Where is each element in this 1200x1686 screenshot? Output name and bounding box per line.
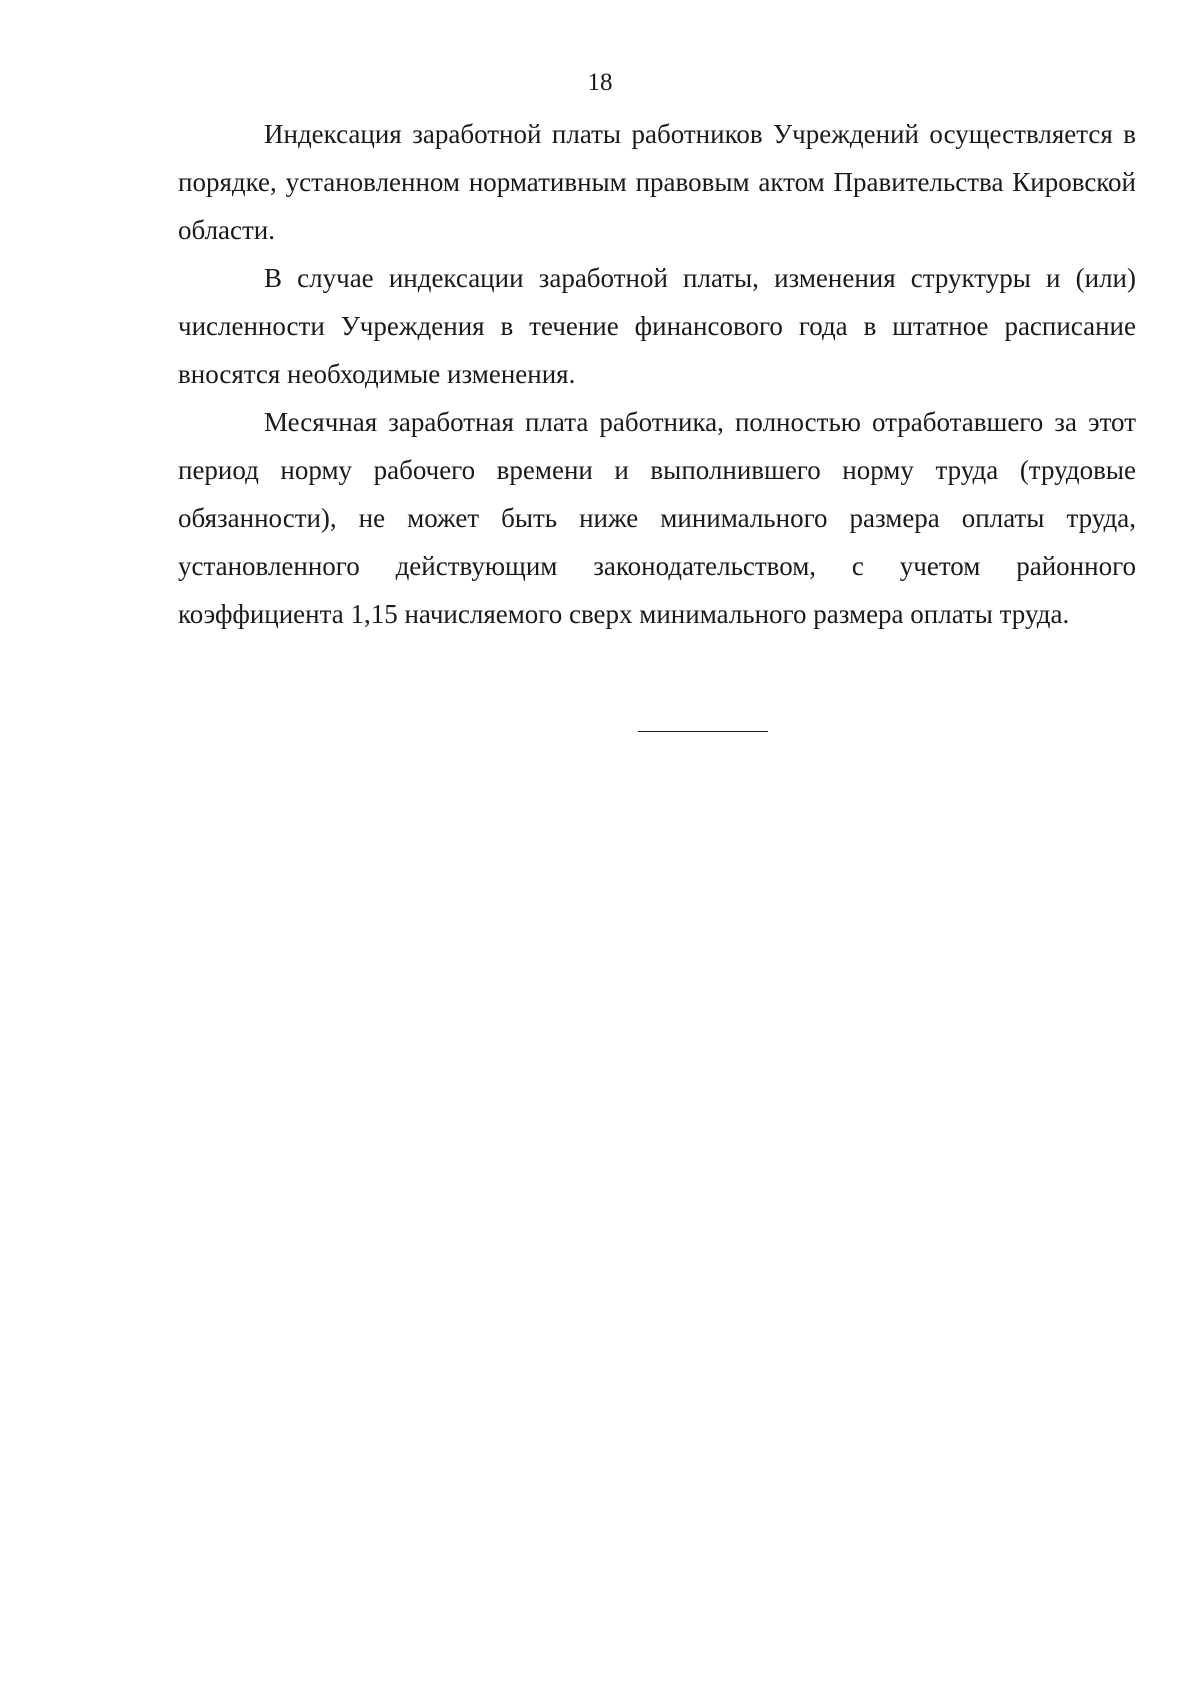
paragraph-staff-schedule-changes: В случае индексации заработной платы, изменения структуры и (или) численности Учреждения в течение финансового года в штатное расписание вносятся необходимые изменения. xyxy=(178,263,1136,389)
closing-divider-line xyxy=(638,731,768,732)
paragraph-indexation: Индексация заработной платы работников Учреждений осуществляется в порядке, установленном нормативным правовым актом Правительства Кировской области. xyxy=(178,119,1136,245)
page-number: 18 xyxy=(587,69,613,96)
paragraph-minimum-wage: Месячная заработная плата работника, полностью отработавшего за этот период норму рабочего времени и выполнившего норму труда (трудовые обязанности), не может быть ниже минимального размера оплаты труда, установленного действующим законодательством, с учетом районного коэффициента 1,15 начисляемого сверх минимального размера оплаты труда. xyxy=(178,407,1136,629)
document-body xyxy=(178,110,1136,638)
